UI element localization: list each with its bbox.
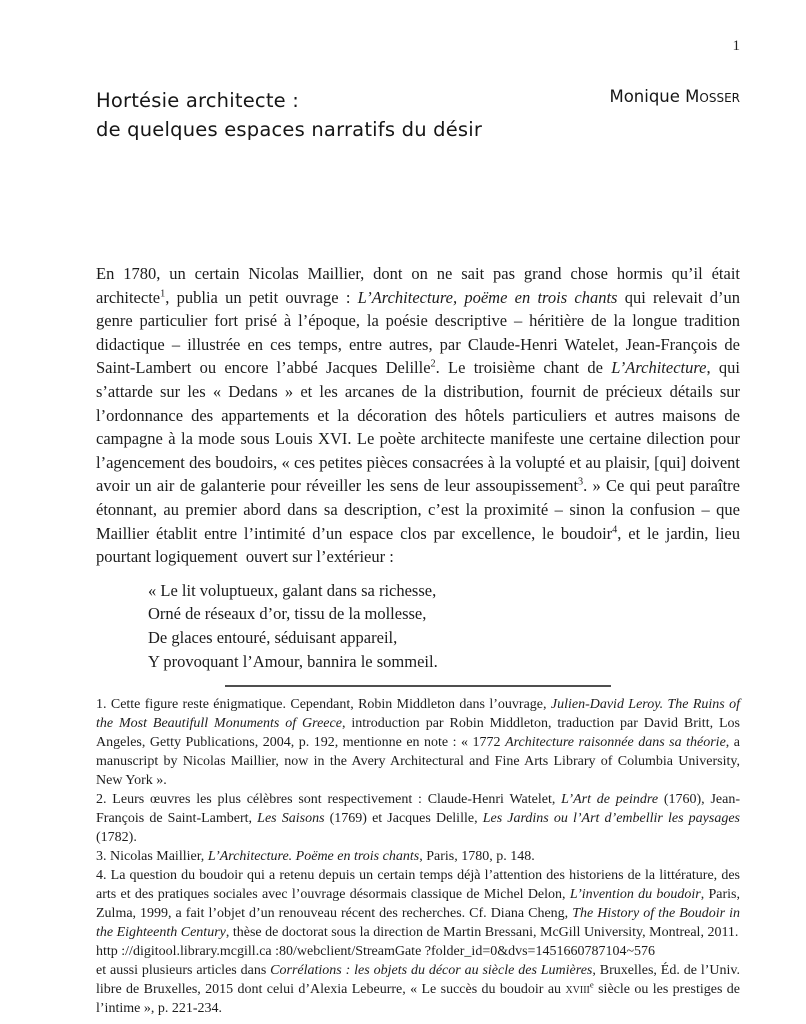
footnote: 2. Leurs œuvres les plus célèbres sont respectivement : Claude-Henri Watelet, L’Art de peindre (1760), Jean-François de Saint-Lambert, Les Saisons (1769) et Jacques Delille, Les Jardins ou l’Art d’embellir les paysages (1782).	[96, 792, 740, 846]
verse-line: De glaces entouré, séduisant appareil,	[148, 627, 398, 647]
page-number: 1	[732, 38, 740, 54]
title-block	[96, 86, 740, 144]
verse-line: « Le lit voluptueux, galant dans sa richesse,	[148, 580, 437, 600]
verse-line: Orné de réseaux d’or, tissu de la mollesse,	[148, 604, 427, 624]
title-line-1: Hortésie architecte :	[96, 89, 300, 112]
footnote: 1. Cette figure reste énigmatique. Cependant, Robin Middleton dans l’ouvrage, Julien-David Leroy. The Ruins of the Most Beautifull Monuments of Greece, introduction par Robin Middleton, traduction par David Britt, Los Angeles, Getty Publications, 2004, p. 192, mentionne en note : « 1772 Architecture raisonnée dans sa théorie, a manuscript by Nicolas Maillier, now in the Avery Architectural and Fine Arts Library of Columbia University, New York ».	[96, 697, 740, 789]
body-paragraph: En 1780, un certain Nicolas Maillier, dont on ne sait pas grand chose hormis qu’il était architecte$^1$, publia un petit ouvrage : L’Architecture, poëme en trois chants qui relevait d’un genre particulier fort prisé à l’époque, la poésie descriptive – héritière de la longue tradition didactique – illustrée en ces temps, entre autres, par Claude-Henri Watelet, Jean-François de Saint-Lambert ou encore l’abbé Jacques Delille$^2$. Le troisième chant de L’Architecture, qui s’attarde sur les « Dedans » et les arcanes de la distribution, fournit de précieux détails sur l’ordonnance des appartements et la décoration des hôtels particuliers et autres maisons de campagne à la mode sous Louis XVI. Le poète architecte manifeste une certaine dilection pour l’agencement des boudoirs, « ces petites pièces consacrées à la volupté et au plaisir, [qui] doivent avoir un air de galanterie pour réveiller les sens de leur assoupissement$^3$. » Ce qui peut paraître étonnant, au premier abord dans sa description, c’est la proximité – sinon la confusion – que Maillier établit entre l’intimité d’un espace clos par excellence, le boudoir$^4$, et le jardin, lieu pourtant logiquement ouvert sur l’extérieur :	[96, 264, 740, 567]
footnote: 3. Nicolas Maillier, L’Architecture. Poëme en trois chants, Paris, 1780, p. 148.	[96, 849, 535, 865]
author-name: Monique Mosser	[609, 87, 740, 106]
article-title	[96, 86, 482, 144]
verse-quote	[148, 579, 740, 673]
title-line-2: de quelques espaces narratifs du désir	[96, 118, 483, 141]
footnote-url: http ://digitool.library.mcgill.ca :80/webclient/StreamGate ?folder_id=0&dvs=1451660787104~576	[96, 944, 656, 960]
footnote: et aussi plusieurs articles dans Corrélations : les objets du décor au siècle des Lumières, Bruxelles, Éd. de l’Univ. libre de Bruxelles, 2015 dont celui d’Alexia Lebeurre, « Le succès du boudoir au xviii$^e$ siècle ou les prestiges de l’intime », p. 221-234.	[96, 963, 741, 1017]
page-content	[96, 0, 740, 1018]
verse-line: Y provoquant l’Amour, bannira le sommeil.	[148, 651, 438, 671]
footnote: 4. La question du boudoir qui a retenu depuis un certain temps déjà l’attention des historiens de la littérature, des arts et des pratiques sociales avec l’ouvrage désormais classique de Michel Delon, L’invention du boudoir, Paris, Zulma, 1999, a fait l’objet d’un renouveau récent des recherches. Cf. Diana Cheng, The History of the Boudoir in the Eighteenth Century, thèse de doctorat sous la direction de Martin Bressani, McGill University, Montreal, 2011.	[96, 868, 740, 941]
footnotes	[96, 695, 740, 1018]
footnote-separator	[225, 685, 611, 687]
